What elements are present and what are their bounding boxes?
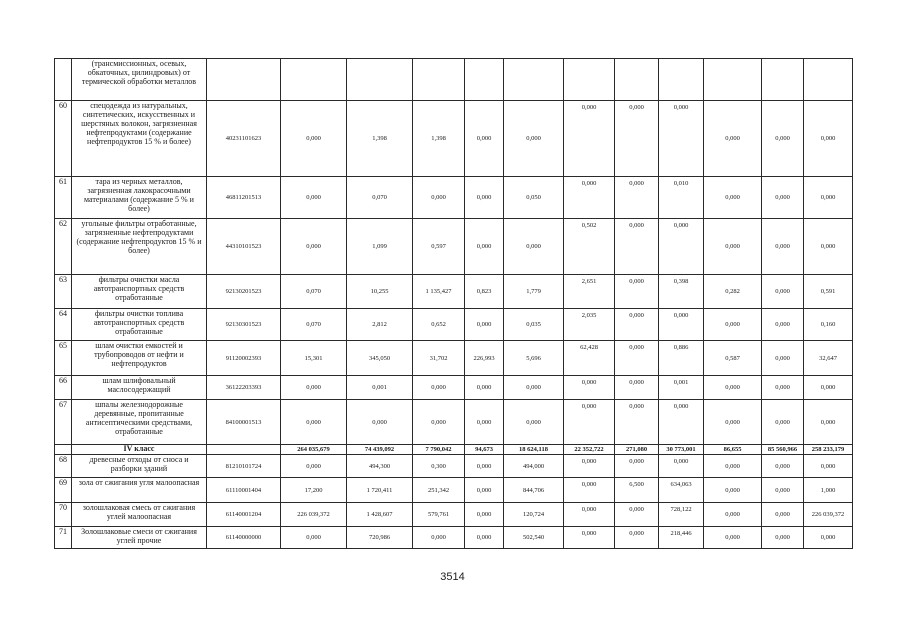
value-cell: 0,000 bbox=[615, 275, 659, 309]
value-cell: 0,000 bbox=[704, 219, 762, 275]
value-cell: 0,000 bbox=[465, 400, 504, 445]
value-cell: 0,160 bbox=[804, 309, 853, 341]
value-cell: 0,398 bbox=[659, 275, 704, 309]
value-cell: 0,000 bbox=[465, 177, 504, 219]
table-row bbox=[55, 376, 853, 400]
value-cell: 5,696 bbox=[504, 341, 564, 376]
value-cell: 0,000 bbox=[615, 101, 659, 177]
value-cell: 1,398 bbox=[413, 101, 465, 177]
value-cell bbox=[704, 59, 762, 101]
value-cell: 271,080 bbox=[615, 445, 659, 455]
table-row bbox=[55, 101, 853, 177]
value-cell: 0,070 bbox=[281, 275, 347, 309]
value-cell: 0,000 bbox=[281, 219, 347, 275]
value-cell: 0,652 bbox=[413, 309, 465, 341]
fkko-code: 61140001204 bbox=[207, 503, 281, 527]
value-cell: 0,000 bbox=[659, 309, 704, 341]
value-cell: 0,000 bbox=[704, 455, 762, 478]
waste-name: угольные фильтры отработанные, загрязненные нефтепродуктами (содержание нефтепродуктов 15 % и более) bbox=[72, 219, 207, 275]
value-cell: 0,050 bbox=[504, 177, 564, 219]
fkko-code: 92130201523 bbox=[207, 275, 281, 309]
table-row bbox=[55, 400, 853, 445]
value-cell: 226 039,372 bbox=[804, 503, 853, 527]
value-cell: 0,587 bbox=[704, 341, 762, 376]
row-number: 69 bbox=[55, 478, 72, 503]
value-cell bbox=[347, 59, 413, 101]
fkko-code: 40231101623 bbox=[207, 101, 281, 177]
value-cell: 494,300 bbox=[347, 455, 413, 478]
fkko-code: 44310101523 bbox=[207, 219, 281, 275]
value-cell: 1 428,607 bbox=[347, 503, 413, 527]
value-cell: 62,428 bbox=[564, 341, 615, 376]
waste-name: шлам шлифовальный маслосодержащий bbox=[72, 376, 207, 400]
waste-name: (трансмиссионных, осевых, обкаточных, цилиндровых) от термической обработки металлов bbox=[72, 59, 207, 101]
value-cell: 1,000 bbox=[804, 478, 853, 503]
value-cell: 0,000 bbox=[804, 219, 853, 275]
value-cell: 0,070 bbox=[347, 177, 413, 219]
value-cell: 226 039,372 bbox=[281, 503, 347, 527]
value-cell: 30 773,001 bbox=[659, 445, 704, 455]
value-cell bbox=[804, 59, 853, 101]
value-cell: 720,986 bbox=[347, 527, 413, 549]
row-number: 66 bbox=[55, 376, 72, 400]
value-cell: 0,000 bbox=[281, 101, 347, 177]
fkko-code: 81210101724 bbox=[207, 455, 281, 478]
value-cell: 218,446 bbox=[659, 527, 704, 549]
table-row bbox=[55, 503, 853, 527]
value-cell: 0,000 bbox=[762, 527, 804, 549]
value-cell: 0,000 bbox=[804, 177, 853, 219]
value-cell: 85 560,966 bbox=[762, 445, 804, 455]
fkko-code: 61110001404 bbox=[207, 478, 281, 503]
fkko-code: 46811201513 bbox=[207, 177, 281, 219]
value-cell: 0,000 bbox=[659, 219, 704, 275]
value-cell: 0,000 bbox=[413, 376, 465, 400]
waste-name: шпалы железнодорожные деревянные, пропитанные антисептическими средствами, отработанные bbox=[72, 400, 207, 445]
value-cell: 0,000 bbox=[615, 527, 659, 549]
value-cell: 0,000 bbox=[704, 503, 762, 527]
value-cell: 0,000 bbox=[465, 527, 504, 549]
value-cell: 74 439,092 bbox=[347, 445, 413, 455]
value-cell: 0,000 bbox=[615, 309, 659, 341]
value-cell bbox=[564, 59, 615, 101]
table-row bbox=[55, 455, 853, 478]
value-cell bbox=[281, 59, 347, 101]
value-cell: 0,000 bbox=[762, 309, 804, 341]
value-cell: 0,000 bbox=[564, 455, 615, 478]
value-cell: 0,000 bbox=[762, 177, 804, 219]
value-cell: 0,000 bbox=[615, 177, 659, 219]
value-cell: 0,000 bbox=[564, 376, 615, 400]
fkko-code bbox=[207, 59, 281, 101]
value-cell: 2,035 bbox=[564, 309, 615, 341]
value-cell: 0,000 bbox=[762, 219, 804, 275]
value-cell: 0,282 bbox=[704, 275, 762, 309]
value-cell: 345,050 bbox=[347, 341, 413, 376]
value-cell: 0,000 bbox=[704, 177, 762, 219]
value-cell: 0,035 bbox=[504, 309, 564, 341]
row-number: 68 bbox=[55, 455, 72, 478]
value-cell: 0,000 bbox=[762, 400, 804, 445]
value-cell: 0,000 bbox=[762, 503, 804, 527]
value-cell: 0,502 bbox=[564, 219, 615, 275]
value-cell: 0,000 bbox=[704, 309, 762, 341]
value-cell: 0,000 bbox=[281, 177, 347, 219]
value-cell: 0,000 bbox=[504, 376, 564, 400]
value-cell: 0,823 bbox=[465, 275, 504, 309]
value-cell: 728,122 bbox=[659, 503, 704, 527]
table-row bbox=[55, 309, 853, 341]
value-cell: 86,655 bbox=[704, 445, 762, 455]
value-cell: 0,000 bbox=[704, 376, 762, 400]
row-number bbox=[55, 445, 72, 455]
value-cell: 0,000 bbox=[281, 527, 347, 549]
value-cell: 0,000 bbox=[804, 101, 853, 177]
value-cell: 120,724 bbox=[504, 503, 564, 527]
value-cell: 0,000 bbox=[804, 527, 853, 549]
value-cell: 0,000 bbox=[564, 503, 615, 527]
value-cell: 0,300 bbox=[413, 455, 465, 478]
value-cell: 0,000 bbox=[804, 400, 853, 445]
row-number: 71 bbox=[55, 527, 72, 549]
row-number: 70 bbox=[55, 503, 72, 527]
value-cell: 18 624,118 bbox=[504, 445, 564, 455]
value-cell: 0,000 bbox=[564, 478, 615, 503]
value-cell: 0,000 bbox=[762, 478, 804, 503]
waste-name: древесные отходы от сноса и разборки зданий bbox=[72, 455, 207, 478]
value-cell: 0,000 bbox=[704, 478, 762, 503]
fkko-code bbox=[207, 445, 281, 455]
value-cell: 2,812 bbox=[347, 309, 413, 341]
value-cell: 0,000 bbox=[804, 455, 853, 478]
waste-name: Золошлаковые смеси от сжигания углей прочие bbox=[72, 527, 207, 549]
value-cell: 0,000 bbox=[704, 101, 762, 177]
value-cell: 0,000 bbox=[465, 455, 504, 478]
value-cell: 31,702 bbox=[413, 341, 465, 376]
value-cell: 0,000 bbox=[704, 400, 762, 445]
waste-name: тара из черных металлов, загрязненная лакокрасочными материалами (содержание 5 % и более) bbox=[72, 177, 207, 219]
value-cell: 0,000 bbox=[762, 341, 804, 376]
value-cell: 0,000 bbox=[659, 101, 704, 177]
value-cell: 0,000 bbox=[762, 101, 804, 177]
value-cell bbox=[762, 59, 804, 101]
waste-name: IV класс bbox=[72, 445, 207, 455]
value-cell: 0,000 bbox=[413, 527, 465, 549]
value-cell: 1,779 bbox=[504, 275, 564, 309]
waste-name: шлам очистки емкостей и трубопроводов от нефти и нефтепродуктов bbox=[72, 341, 207, 376]
value-cell: 0,001 bbox=[659, 376, 704, 400]
value-cell: 0,000 bbox=[413, 400, 465, 445]
value-cell: 0,000 bbox=[659, 400, 704, 445]
value-cell: 0,000 bbox=[564, 527, 615, 549]
value-cell bbox=[504, 59, 564, 101]
value-cell: 6,500 bbox=[615, 478, 659, 503]
fkko-code: 36122203393 bbox=[207, 376, 281, 400]
row-number: 65 bbox=[55, 341, 72, 376]
value-cell: 17,200 bbox=[281, 478, 347, 503]
value-cell: 0,000 bbox=[564, 101, 615, 177]
value-cell: 0,000 bbox=[615, 503, 659, 527]
value-cell: 0,000 bbox=[615, 219, 659, 275]
value-cell: 10,255 bbox=[347, 275, 413, 309]
value-cell: 0,000 bbox=[465, 503, 504, 527]
table-row bbox=[55, 478, 853, 503]
value-cell: 0,000 bbox=[804, 376, 853, 400]
value-cell: 0,001 bbox=[347, 376, 413, 400]
value-cell: 1,398 bbox=[347, 101, 413, 177]
value-cell: 0,000 bbox=[762, 376, 804, 400]
waste-name: фильтры очистки топлива автотранспортных средств отработанные bbox=[72, 309, 207, 341]
waste-name: спецодежда из натуральных, синтетических, искусственных и шерстяных волокон, загрязненная нефтепродуктами (содержание нефтепродуктов 15 % и более) bbox=[72, 101, 207, 177]
value-cell: 0,000 bbox=[465, 219, 504, 275]
value-cell: 502,540 bbox=[504, 527, 564, 549]
value-cell: 0,000 bbox=[465, 478, 504, 503]
row-number bbox=[55, 59, 72, 101]
value-cell: 0,000 bbox=[762, 275, 804, 309]
fkko-code: 61140000000 bbox=[207, 527, 281, 549]
fkko-code: 91120002393 bbox=[207, 341, 281, 376]
class-subtotal-row bbox=[55, 445, 853, 455]
table-row bbox=[55, 527, 853, 549]
value-cell: 0,000 bbox=[564, 400, 615, 445]
value-cell: 0,010 bbox=[659, 177, 704, 219]
value-cell bbox=[465, 59, 504, 101]
table-row bbox=[55, 177, 853, 219]
fkko-code: 92130301523 bbox=[207, 309, 281, 341]
table-row bbox=[55, 341, 853, 376]
value-cell: 0,000 bbox=[465, 376, 504, 400]
value-cell: 32,647 bbox=[804, 341, 853, 376]
row-number: 67 bbox=[55, 400, 72, 445]
table-row bbox=[55, 275, 853, 309]
value-cell: 0,000 bbox=[659, 455, 704, 478]
row-number: 63 bbox=[55, 275, 72, 309]
value-cell: 0,000 bbox=[465, 309, 504, 341]
value-cell: 0,000 bbox=[615, 341, 659, 376]
value-cell: 0,000 bbox=[413, 177, 465, 219]
value-cell: 0,000 bbox=[504, 101, 564, 177]
value-cell: 0,070 bbox=[281, 309, 347, 341]
waste-table bbox=[54, 58, 853, 549]
value-cell: 2,651 bbox=[564, 275, 615, 309]
table-row bbox=[55, 59, 853, 101]
value-cell: 0,000 bbox=[615, 376, 659, 400]
row-number: 61 bbox=[55, 177, 72, 219]
value-cell: 579,761 bbox=[413, 503, 465, 527]
value-cell: 0,000 bbox=[281, 400, 347, 445]
waste-name: золошлаковая смесь от сжигания углей малоопасная bbox=[72, 503, 207, 527]
value-cell: 634,063 bbox=[659, 478, 704, 503]
value-cell: 15,301 bbox=[281, 341, 347, 376]
value-cell bbox=[413, 59, 465, 101]
value-cell: 0,000 bbox=[615, 400, 659, 445]
row-number: 60 bbox=[55, 101, 72, 177]
value-cell: 7 790,042 bbox=[413, 445, 465, 455]
row-number: 62 bbox=[55, 219, 72, 275]
value-cell bbox=[615, 59, 659, 101]
value-cell: 94,673 bbox=[465, 445, 504, 455]
value-cell: 0,591 bbox=[804, 275, 853, 309]
value-cell bbox=[659, 59, 704, 101]
value-cell: 0,000 bbox=[281, 455, 347, 478]
value-cell: 844,706 bbox=[504, 478, 564, 503]
waste-name: зола от сжигания угля малоопасная bbox=[72, 478, 207, 503]
fkko-code: 84100001513 bbox=[207, 400, 281, 445]
value-cell: 251,342 bbox=[413, 478, 465, 503]
value-cell: 0,000 bbox=[504, 219, 564, 275]
value-cell: 0,000 bbox=[465, 101, 504, 177]
value-cell: 0,000 bbox=[762, 455, 804, 478]
table-row bbox=[55, 219, 853, 275]
value-cell: 0,000 bbox=[347, 400, 413, 445]
value-cell: 0,000 bbox=[504, 400, 564, 445]
page-number: 3514 bbox=[440, 571, 465, 583]
value-cell: 0,000 bbox=[615, 455, 659, 478]
value-cell: 0,597 bbox=[413, 219, 465, 275]
value-cell: 226,993 bbox=[465, 341, 504, 376]
value-cell: 0,000 bbox=[704, 527, 762, 549]
value-cell: 258 233,179 bbox=[804, 445, 853, 455]
value-cell: 0,886 bbox=[659, 341, 704, 376]
value-cell: 1,099 bbox=[347, 219, 413, 275]
value-cell: 1 720,411 bbox=[347, 478, 413, 503]
value-cell: 494,000 bbox=[504, 455, 564, 478]
value-cell: 22 352,722 bbox=[564, 445, 615, 455]
waste-name: фильтры очистки масла автотранспортных средств отработанные bbox=[72, 275, 207, 309]
value-cell: 0,000 bbox=[281, 376, 347, 400]
row-number: 64 bbox=[55, 309, 72, 341]
value-cell: 264 035,679 bbox=[281, 445, 347, 455]
value-cell: 1 135,427 bbox=[413, 275, 465, 309]
value-cell: 0,000 bbox=[564, 177, 615, 219]
